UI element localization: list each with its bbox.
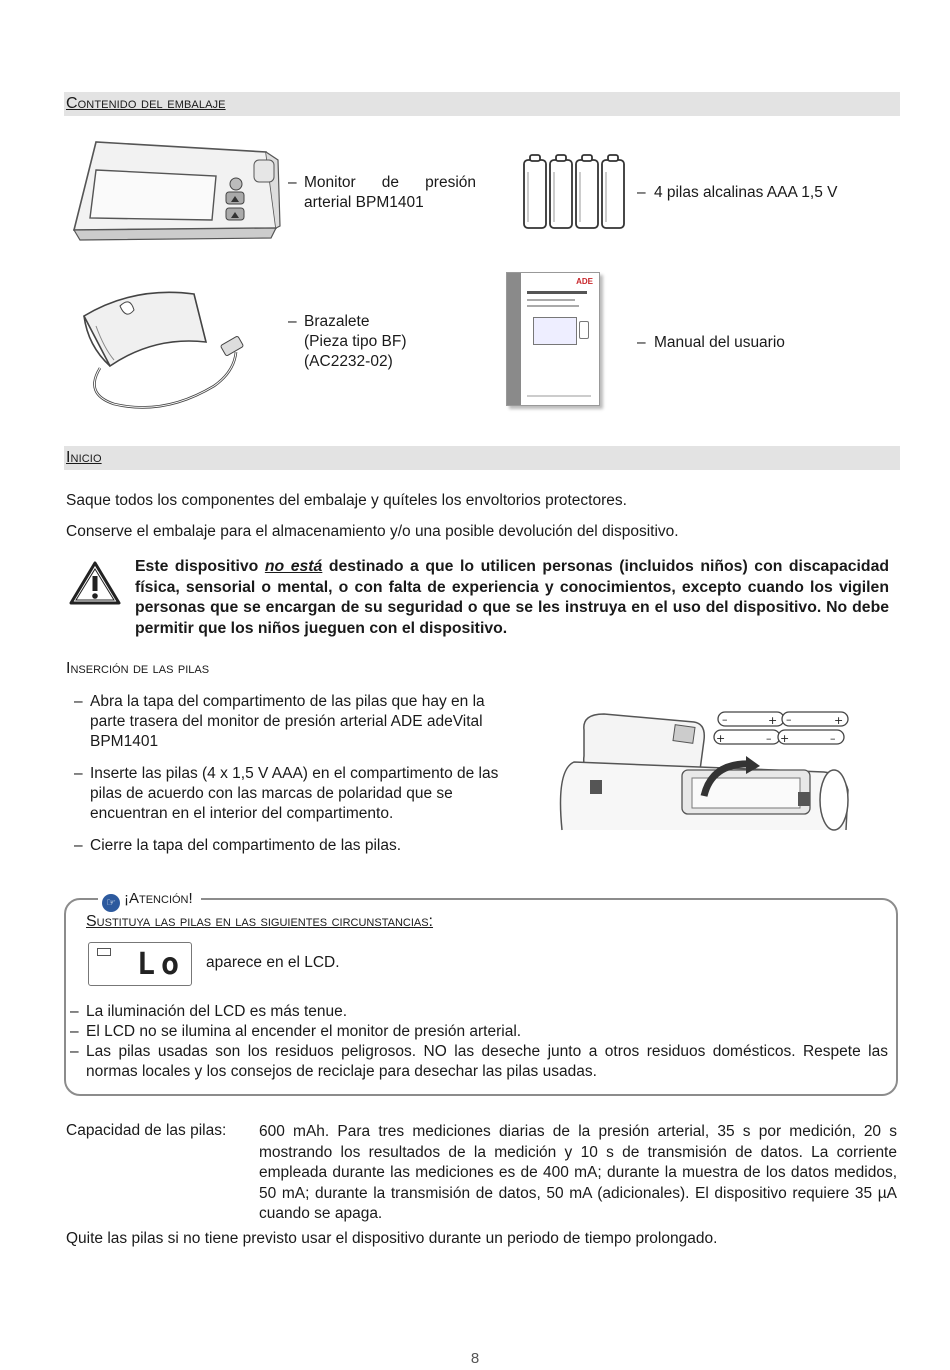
contents-batteries-text: 4 pilas alcalinas AAA 1,5 V xyxy=(653,184,838,201)
svg-text:–: – xyxy=(786,713,792,726)
attention-item-2: – El LCD no se ilumina al encender el monitor de presión arterial. xyxy=(62,1022,888,1042)
battery-step-1: – Abra la tapa del compartimento de las pilas que hay en la parte trasera del monitor de presión arterial ADE adeVital BPM1401 xyxy=(66,692,518,752)
manual-logo: ADE xyxy=(576,277,593,286)
low-battery-icon xyxy=(97,948,111,956)
contents-batteries-item: – 4 pilas alcalinas AAA 1,5 V xyxy=(637,184,838,201)
section-contents-header xyxy=(64,92,900,116)
attention-item-1: – La iluminación del LCD es más tenue. xyxy=(62,1002,888,1022)
lcd-caption: aparece en el LCD. xyxy=(206,954,340,971)
battery-section-title: Inserción de las pilas xyxy=(66,660,210,677)
battery-steps-list xyxy=(66,692,518,856)
cuff-illustration xyxy=(74,276,254,424)
battery-step-3: – Cierre la tapa del compartimento de las pilas. xyxy=(66,836,518,856)
svg-text:+: + xyxy=(768,714,778,727)
svg-text:+: + xyxy=(780,732,790,745)
contents-cuff-item: – Brazalete (Pieza tipo BF) (AC2232-02) xyxy=(288,312,478,372)
lcd-lo-text: Lo xyxy=(137,947,186,982)
page-number: 8 xyxy=(470,1350,480,1367)
attention-item-3: – Las pilas usadas son los residuos peligrosos. NO las deseche junto a otros residuos domésticos. Respete las normas locales y los consejos de reciclaje para desechar las pilas usadas. xyxy=(62,1042,888,1082)
warning-icon xyxy=(68,560,122,606)
battery-compartment-illustration xyxy=(554,700,858,848)
svg-text:–: – xyxy=(830,732,836,745)
section-start-header xyxy=(64,446,900,470)
warning-text: Este dispositivo no está destinado a que lo utilicen personas (incluidos niños) con discapacidad física, sensorial o mental, o con falta de experiencia y conocimientos, excepto cuando los vigilen personas que se encargan de su seguridad o que se les instruya en el uso del dispositivo. No debe permitir que los niños jueguen con el dispositivo. xyxy=(135,558,889,637)
lcd-lo-display xyxy=(88,942,192,986)
manual-illustration xyxy=(506,272,600,406)
contents-manual-item: – Manual del usuario xyxy=(637,334,785,351)
svg-text:+: + xyxy=(834,714,844,727)
attention-heading: Sustituya las pilas en las siguientes circunstancias: xyxy=(86,913,434,930)
warning-emphasis: no está xyxy=(264,558,323,575)
battery-step-2: – Inserte las pilas (4 x 1,5 V AAA) en el compartimento de las pilas de acuerdo con las marcas de polaridad que se encuentran en el interior del compartimento. xyxy=(66,764,518,824)
start-paragraph-1: Saque todos los componentes del embalaje y quíteles los envoltorios protectores. xyxy=(66,492,627,509)
contents-cuff-line1: Brazalete xyxy=(304,313,370,330)
contents-cuff-line2: (Pieza tipo BF) xyxy=(304,333,407,350)
attention-label-text: ¡Atención! xyxy=(124,890,193,907)
start-paragraph-2: Conserve el embalaje para el almacenamiento y/o una posible devolución del dispositivo. xyxy=(66,523,679,540)
svg-text:+: + xyxy=(716,732,726,745)
batteries-illustration xyxy=(518,152,630,232)
svg-text:–: – xyxy=(722,713,728,726)
section-contents-title: Contenido del embalaje xyxy=(66,95,226,112)
contents-monitor-item: – Monitor de presión arterial BPM1401 xyxy=(288,174,476,211)
contents-monitor-text: Monitor de presión arterial BPM1401 xyxy=(304,174,476,211)
contents-manual-text: Manual del usuario xyxy=(653,334,785,351)
contents-cuff-line3: (AC2232-02) xyxy=(304,353,393,370)
capacity-label: Capacidad de las pilas: xyxy=(66,1122,227,1139)
capacity-text: 600 mAh. Para tres mediciones diarias de la presión arterial, 35 s por medición, 20 s mostrando los resultados de la medición y 10 s de transmisión de datos. La corriente empleada durante las mediciones es de 400 mA; durante la muestra de los datos medidos, 50 mA; durante la transmisión de datos, 50 mA (adicionales). El dispositivo requiere 35 µA cuando se apaga. xyxy=(259,1123,897,1222)
removal-note: Quite las pilas si no tiene previsto usar el dispositivo durante un periodo de tiempo prolongado. xyxy=(66,1230,718,1247)
attention-list xyxy=(62,1002,888,1082)
hand-pointer-icon: ☞ xyxy=(102,894,120,912)
attention-label xyxy=(98,888,201,910)
section-start-title: Inicio xyxy=(66,449,102,466)
svg-text:–: – xyxy=(766,732,772,745)
monitor-illustration xyxy=(66,130,281,245)
